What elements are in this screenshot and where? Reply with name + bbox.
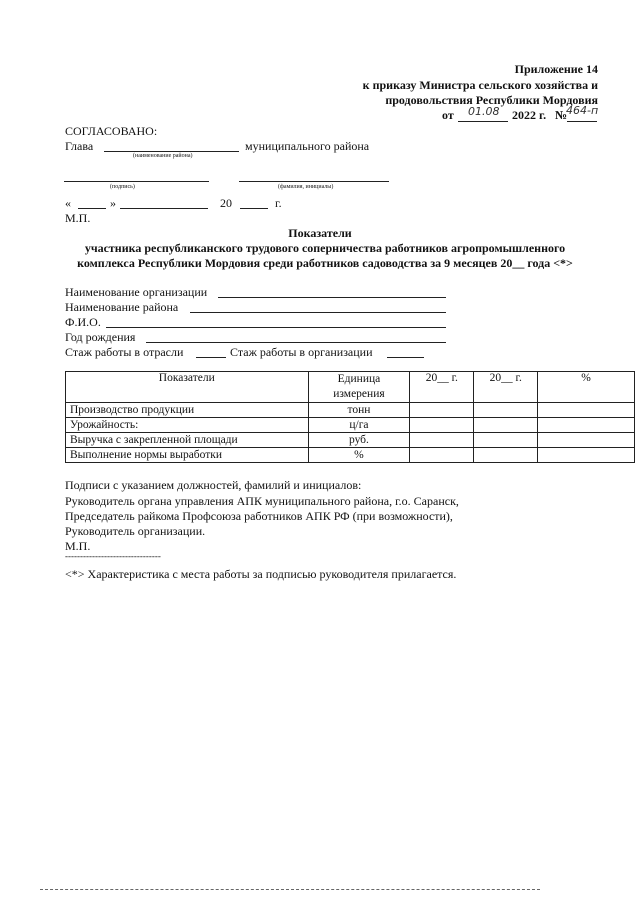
head-label: Глава — [65, 139, 94, 153]
day-blank — [78, 208, 106, 209]
appendix-number: Приложение 14 — [514, 62, 598, 76]
doc-subtitle-1: участника республиканского трудового соперничества работников агропромышленного — [84, 241, 566, 255]
cell — [474, 403, 538, 418]
cell — [538, 418, 635, 433]
cell — [410, 418, 474, 433]
header-percent: % — [538, 372, 635, 403]
row-name: Выполнение нормы выработки — [66, 448, 309, 463]
cell — [410, 448, 474, 463]
org-label: Наименование организации — [65, 285, 208, 299]
cell — [538, 433, 635, 448]
order-line: к приказу Министра сельского хозяйства и — [362, 78, 598, 92]
row-name: Производство продукции — [66, 403, 309, 418]
stamp-place: М.П. — [65, 211, 91, 225]
ministry-line: продовольствия Республики Мордовия — [385, 93, 598, 107]
row-unit: тонн — [308, 403, 410, 418]
org-blank — [218, 297, 446, 298]
signature-apk-head: Руководитель органа управления АПК муниципального района, г.о. Саранск, — [65, 494, 459, 508]
signatures-stamp-place: М.П. — [65, 539, 91, 553]
name-hint: (фамилия, инициалы) — [278, 184, 334, 190]
fio-blank — [106, 327, 446, 328]
exp-industry-label: Стаж работы в отрасли — [65, 345, 184, 359]
cell — [538, 403, 635, 418]
district-name-blank — [190, 312, 446, 313]
header-year-2: 20__ г. — [474, 372, 538, 403]
cell — [410, 433, 474, 448]
district-label: Наименование района — [65, 300, 179, 314]
cell — [538, 448, 635, 463]
table-row — [66, 403, 635, 418]
cell — [474, 448, 538, 463]
footnote: <*> Характеристика с места работы за подписью руководителя прилагается. — [65, 567, 457, 581]
date-prefix: от — [442, 108, 454, 122]
date-underline — [458, 121, 508, 122]
signature-org-head: Руководитель организации. — [65, 524, 206, 538]
table-header-row — [66, 372, 635, 403]
exp-org-blank — [387, 357, 424, 358]
quote-close: » — [110, 196, 116, 210]
district-hint: (наименование района) — [133, 153, 193, 159]
year-blank — [240, 208, 268, 209]
doc-title: Показатели — [288, 226, 352, 240]
row-name: Урожайность: — [66, 418, 309, 433]
page-bottom-line — [40, 889, 540, 890]
number-underline — [567, 121, 597, 122]
table-row — [66, 433, 635, 448]
name-blank — [239, 181, 389, 182]
district-suffix: муниципального района — [245, 139, 370, 153]
number-sign: № — [555, 108, 568, 122]
row-unit: ц/га — [308, 418, 410, 433]
row-name: Выручка с закрепленной площади — [66, 433, 309, 448]
signature-blank — [64, 181, 209, 182]
cell — [410, 403, 474, 418]
birth-blank — [146, 342, 446, 343]
header-indicators: Показатели — [66, 372, 309, 403]
birth-label: Год рождения — [65, 330, 136, 344]
district-blank — [104, 151, 239, 152]
table-row — [66, 448, 635, 463]
signatures-intro: Подписи с указанием должностей, фамилий и инициалов: — [65, 478, 362, 492]
exp-industry-blank — [196, 357, 226, 358]
year-prefix: 20 — [220, 196, 232, 210]
handwritten-number: 464-п — [566, 104, 599, 117]
cell — [474, 418, 538, 433]
row-unit: % — [308, 448, 410, 463]
cell — [474, 433, 538, 448]
table-row — [66, 418, 635, 433]
order-year: 2022 г. — [512, 108, 547, 122]
month-blank — [120, 208, 208, 209]
doc-subtitle-2: комплекса Республики Мордовия среди работников садоводства за 9 месяцев 20__ года <*> — [77, 256, 573, 270]
handwritten-date: 01.08 — [468, 105, 500, 118]
footnote-separator: -------------------------------- — [65, 551, 161, 561]
header-year-1: 20__ г. — [410, 372, 474, 403]
signature-hint: (подпись) — [110, 184, 135, 190]
signature-union-chair: Председатель райкома Профсоюза работников АПК РФ (при возможности), — [65, 509, 453, 523]
quote-open: « — [65, 196, 71, 210]
fio-label: Ф.И.О. — [65, 315, 101, 329]
row-unit: руб. — [308, 433, 410, 448]
approval-title: СОГЛАСОВАНО: — [65, 124, 158, 138]
exp-org-label: Стаж работы в организации — [230, 345, 373, 359]
header-unit: Единица измерения — [308, 372, 410, 403]
indicators-table — [65, 371, 635, 463]
year-suffix: г. — [275, 196, 282, 210]
